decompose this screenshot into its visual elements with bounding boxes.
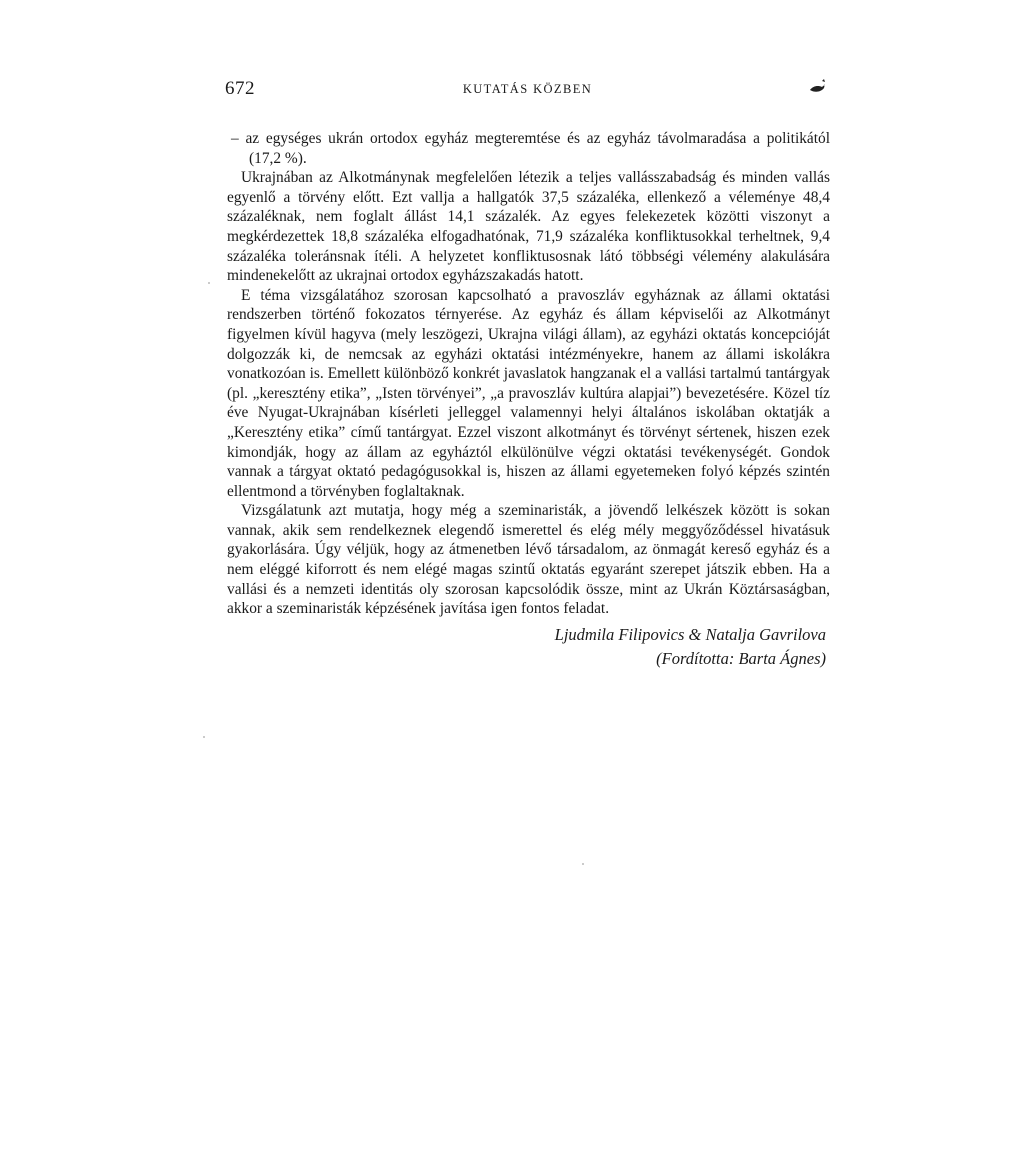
page-number: 672 (225, 78, 255, 99)
bird-ornament-icon (808, 78, 828, 96)
scan-speck (203, 736, 205, 738)
translator-credit: (Fordította: Barta Ágnes) (656, 648, 826, 668)
author-names: Ljudmila Filipovics & Natalja Gavrilova (554, 624, 826, 644)
scan-speck (208, 282, 210, 284)
section-title: KUTATÁS KÖZBEN (462, 82, 593, 96)
list-item: – az egységes ukrán ortodox egyház megteremtése és az egyház távolmaradása a politikától (17,2 %). (231, 130, 830, 167)
body-paragraph: Ukrajnában az Alkotmánynak megfelelően létezik a teljes vallásszabadság és minden vallás egyenlő a törvény előtt. Ezt vallja a hallgatók 37,5 százaléka, ellenkező a véleménye 48,4 százaléknak, nem foglalt állást 14,1 százalék. Az egyes felekezetek közötti viszonyt a megkérdezettek 18,8 százaléka elfogadhatónak, 71,9 százaléka konfliktusokkal terheltnek, 9,4 százaléka toleránsnak ítéli. A helyzetet konfliktusosnak látó többségi vélemény alakulására mindenekelőtt az ukrajnai ortodox egyházszakadás hatott. (227, 169, 830, 285)
body-paragraph: E téma vizsgálatához szorosan kapcsolható a pravoszláv egyháznak az állami oktatási rendszerben történő fokozatos térnyerése. Az egyház és állam képviselői az Alkotmányt figyelmen kívül hagyva (mely leszögezi, Ukrajna világi állam), az egyházi oktatás koncepcióját dolgozzák ki, de nemcsak az egyházi oktatási intézményekre, hanem az állami iskolákra vonatkozóan is. Emellett különböző konkrét javaslatok hangzanak el a vallási tartalmú tantárgyak (pl. „keresztény etika”, „Isten törvényei”, „a pravoszláv kultúra alapjai”) bevezetésére. Közel tíz éve Nyugat-Ukrajnában kísérleti jelleggel valamennyi helyi általános iskolában oktatják a „Keresztény etika” című tantárgyat. Ezzel viszont alkotmányt és törvényt sértenek, hiszen ezek kimondják, hogy az állam az egyháztól elkülönülve végzi oktatási tevékenységét. Gondok vannak a tárgyat oktató pedagógusokkal is, hiszen az állami egyetemeken folyó képzés szintén ellentmond a törvényben foglaltaknak. (227, 286, 830, 500)
scan-speck (582, 863, 584, 865)
article-body (227, 129, 830, 671)
running-head (225, 78, 830, 102)
signature-block (227, 623, 830, 671)
body-paragraph: Vizsgálatunk azt mutatja, hogy még a szeminaristák, a jövendő lelkészek között is sokan vannak, akik sem rendelkeznek elegendő ismerettel és elég mély meggyőződéssel hivatásuk gyakorlására. Úgy véljük, hogy az átmenetben lévő társadalom, az önmagát kereső egyház és a nem eléggé kiforrott és nem elégé magas szintű oktatás egyaránt szerepet játszik ebben. Ha a vallási és a nemzeti identitás oly szorosan kapcsolódik össze, mint az Ukrán Köztársaságban, akkor a szeminaristák képzésének javítása igen fontos feladat. (227, 502, 830, 618)
